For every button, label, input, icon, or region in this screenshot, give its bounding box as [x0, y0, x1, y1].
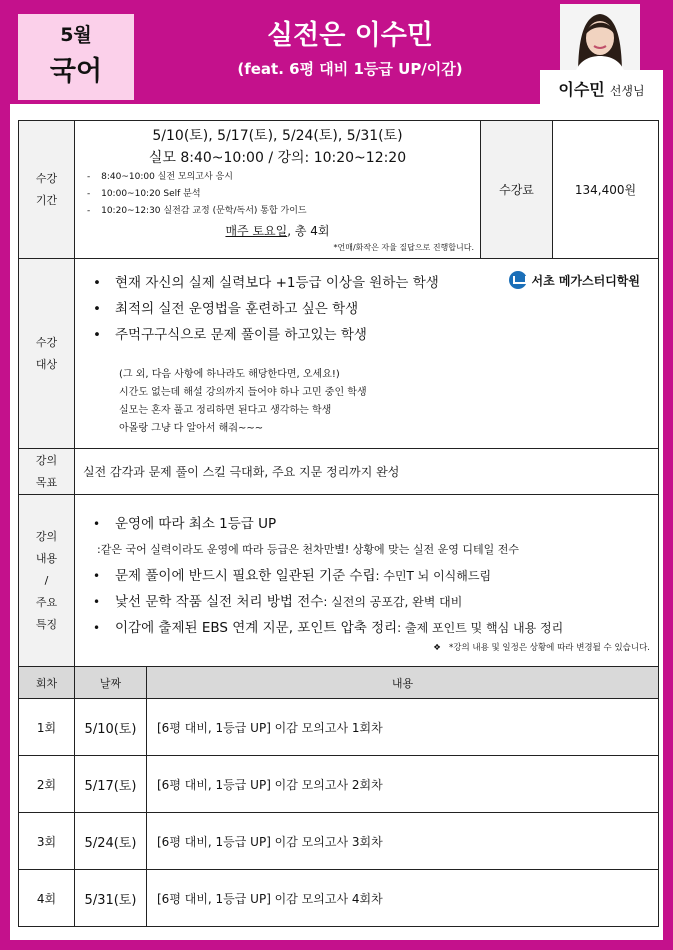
- content-item-rest: : 출제 포인트 및 핵심 내용 정리: [397, 620, 564, 635]
- course-info-table: [18, 120, 659, 927]
- teacher-name: 이수민: [558, 80, 605, 99]
- target-extra: [83, 366, 650, 438]
- time-item: - 8:40~10:00 실전 모의고사 응시: [87, 169, 474, 186]
- class-dates: 5/10(토), 5/17(토), 5/24(토), 5/31(토): [152, 128, 403, 144]
- goal-text: 실전 감각과 문제 풀이 스킬 극대화, 주요 지문 정리까지 완성: [75, 449, 659, 495]
- contents-row: [19, 495, 659, 667]
- bullet-dot-icon: •: [93, 326, 101, 343]
- schedule-header-row: [19, 667, 659, 699]
- teacher-name-box: [540, 70, 663, 110]
- target-extra-line: 시간도 없는데 해설 강의까지 들어야 하나 고민 중인 학생: [119, 386, 367, 398]
- content-item-main: 낯선 문학 작품 실전 처리 방법 전수: [115, 593, 324, 610]
- period-row: [19, 121, 659, 259]
- bullet-dot-icon: •: [93, 620, 101, 635]
- time-item: - 10:20~12:30 실전감 교정 (문학/독서) 통합 가이드: [87, 203, 474, 220]
- weekly-count: , 총 4회: [287, 224, 330, 238]
- target-bullet-text: 주먹구구식으로 문제 풀이를 하고있는 학생: [115, 326, 367, 343]
- period-label-line: 수강: [35, 171, 58, 185]
- schedule-header-round: 회차: [19, 667, 75, 699]
- target-label-line: 수강: [35, 335, 58, 349]
- content-item-sub: :같은 국어 실력이라도 운영에 따라 등급은 천차만별! 상황에 맞는 실전 운영 디테일 전수: [97, 542, 519, 556]
- time-item: - 10:00~10:20 Self 분석: [87, 186, 474, 203]
- bullet-dot-icon: •: [93, 594, 101, 609]
- contents-note-text: *강의 내용 및 일정은 상황에 따라 변경될 수 있습니다.: [448, 642, 650, 653]
- schedule-header-date: 날짜: [75, 667, 147, 699]
- target-bullet-text: 현재 자신의 실제 실력보다 +1등급 이상을 원하는 학생: [115, 274, 439, 291]
- contents-list: [83, 511, 650, 641]
- period-note: *언매/화작은 자율 질답으로 진행합니다.: [333, 243, 474, 252]
- content-item-main: 운영에 따라 최소 1등급 UP: [115, 515, 277, 532]
- month-badge: [18, 14, 134, 100]
- teacher-honorific: 선생님: [609, 84, 645, 98]
- schedule-round: 3회: [19, 813, 75, 870]
- contents-label-line: 주요: [35, 595, 58, 609]
- bullet-dot-icon: •: [93, 516, 101, 531]
- content-item: [83, 563, 650, 589]
- schedule-content: [6평 대비, 1등급 UP] 이감 모의고사 2회차: [147, 756, 659, 813]
- period-label-line: 기간: [35, 193, 58, 207]
- content-item-main: 이감에 출제된 EBS 연계 지문, 포인트 압축 정리: [115, 619, 398, 636]
- goal-label-line: 목표: [35, 475, 58, 489]
- period-label: [19, 121, 75, 259]
- schedule-header-content: 내용: [147, 667, 659, 699]
- target-detail: [75, 259, 659, 449]
- target-extra-line: 아몰랑 그냥 다 알아서 해줘~~~: [119, 422, 264, 434]
- schedule-content: [6평 대비, 1등급 UP] 이감 모의고사 1회차: [147, 699, 659, 756]
- contents-label: [19, 495, 75, 667]
- schedule-date: 5/31(토): [75, 870, 147, 927]
- contents-label-line: 특징: [35, 617, 58, 631]
- schedule-row: [19, 870, 659, 927]
- teacher-photo: [560, 4, 640, 76]
- class-times: 실모 8:40~10:00 / 강의: 10:20~12:20: [148, 150, 407, 166]
- academy-badge: [509, 271, 640, 289]
- academy-name: 서초 메가스터디학원: [531, 273, 640, 288]
- content-item-rest: : 실전의 공포감, 완벽 대비: [323, 594, 463, 609]
- contents-label-line: /: [44, 573, 49, 587]
- content-item: [83, 615, 650, 641]
- schedule-content: [6평 대비, 1등급 UP] 이감 모의고사 3회차: [147, 813, 659, 870]
- schedule-date: 5/24(토): [75, 813, 147, 870]
- schedule-content: [6평 대비, 1등급 UP] 이감 모의고사 4회차: [147, 870, 659, 927]
- bullet-dot-icon: •: [93, 568, 101, 583]
- course-title-block: [200, 20, 500, 79]
- contents-label-line: 내용: [35, 551, 58, 565]
- bullet-dot-icon: •: [93, 274, 101, 291]
- megastudy-logo-icon: [509, 271, 527, 289]
- schedule-row: [19, 699, 659, 756]
- content-item-main: 문제 풀이에 반드시 필요한 일관된 기준 수립: [115, 567, 376, 584]
- schedule-round: 2회: [19, 756, 75, 813]
- course-title: 실전은 이수민: [267, 20, 433, 51]
- course-subtitle: (feat. 6평 대비 1등급 UP/이감): [237, 60, 463, 78]
- schedule-round: 4회: [19, 870, 75, 927]
- subject-label: 국어: [49, 56, 103, 87]
- content-item-rest: : 수민T 뇌 이식해드림: [375, 568, 492, 583]
- target-row: [19, 259, 659, 449]
- contents-detail: [75, 495, 659, 667]
- fee-label: 수강료: [481, 121, 553, 259]
- goal-label: [19, 449, 75, 495]
- target-extra-line: 실모는 혼자 풀고 정리하면 된다고 생각하는 학생: [119, 404, 332, 416]
- period-detail: [75, 121, 481, 259]
- month-label: 5월: [60, 24, 92, 46]
- target-label: [19, 259, 75, 449]
- schedule-row: [19, 813, 659, 870]
- goal-label-line: 강의: [35, 453, 58, 467]
- target-label-line: 대상: [35, 357, 58, 371]
- target-bullet: [83, 296, 650, 322]
- schedule-round: 1회: [19, 699, 75, 756]
- contents-label-line: 강의: [35, 529, 58, 543]
- bullet-dot-icon: •: [93, 300, 101, 317]
- time-breakdown-list: [87, 169, 474, 220]
- goal-row: [19, 449, 659, 495]
- fee-value: 134,400원: [553, 121, 659, 259]
- weekly-day: 매주 토요일: [225, 224, 288, 238]
- target-extra-line: (그 외, 다음 사항에 하나라도 해당한다면, 오세요!): [119, 368, 340, 380]
- note-diamond-icon: ❖: [433, 642, 441, 653]
- contents-note: [83, 641, 650, 655]
- schedule-date: 5/10(토): [75, 699, 147, 756]
- target-bullet: [83, 322, 650, 348]
- content-item: [83, 511, 650, 537]
- content-item: [83, 589, 650, 615]
- schedule-row: [19, 756, 659, 813]
- schedule-date: 5/17(토): [75, 756, 147, 813]
- weekly-schedule: [81, 220, 474, 242]
- target-bullet-text: 최적의 실전 운영법을 훈련하고 싶은 학생: [115, 300, 359, 317]
